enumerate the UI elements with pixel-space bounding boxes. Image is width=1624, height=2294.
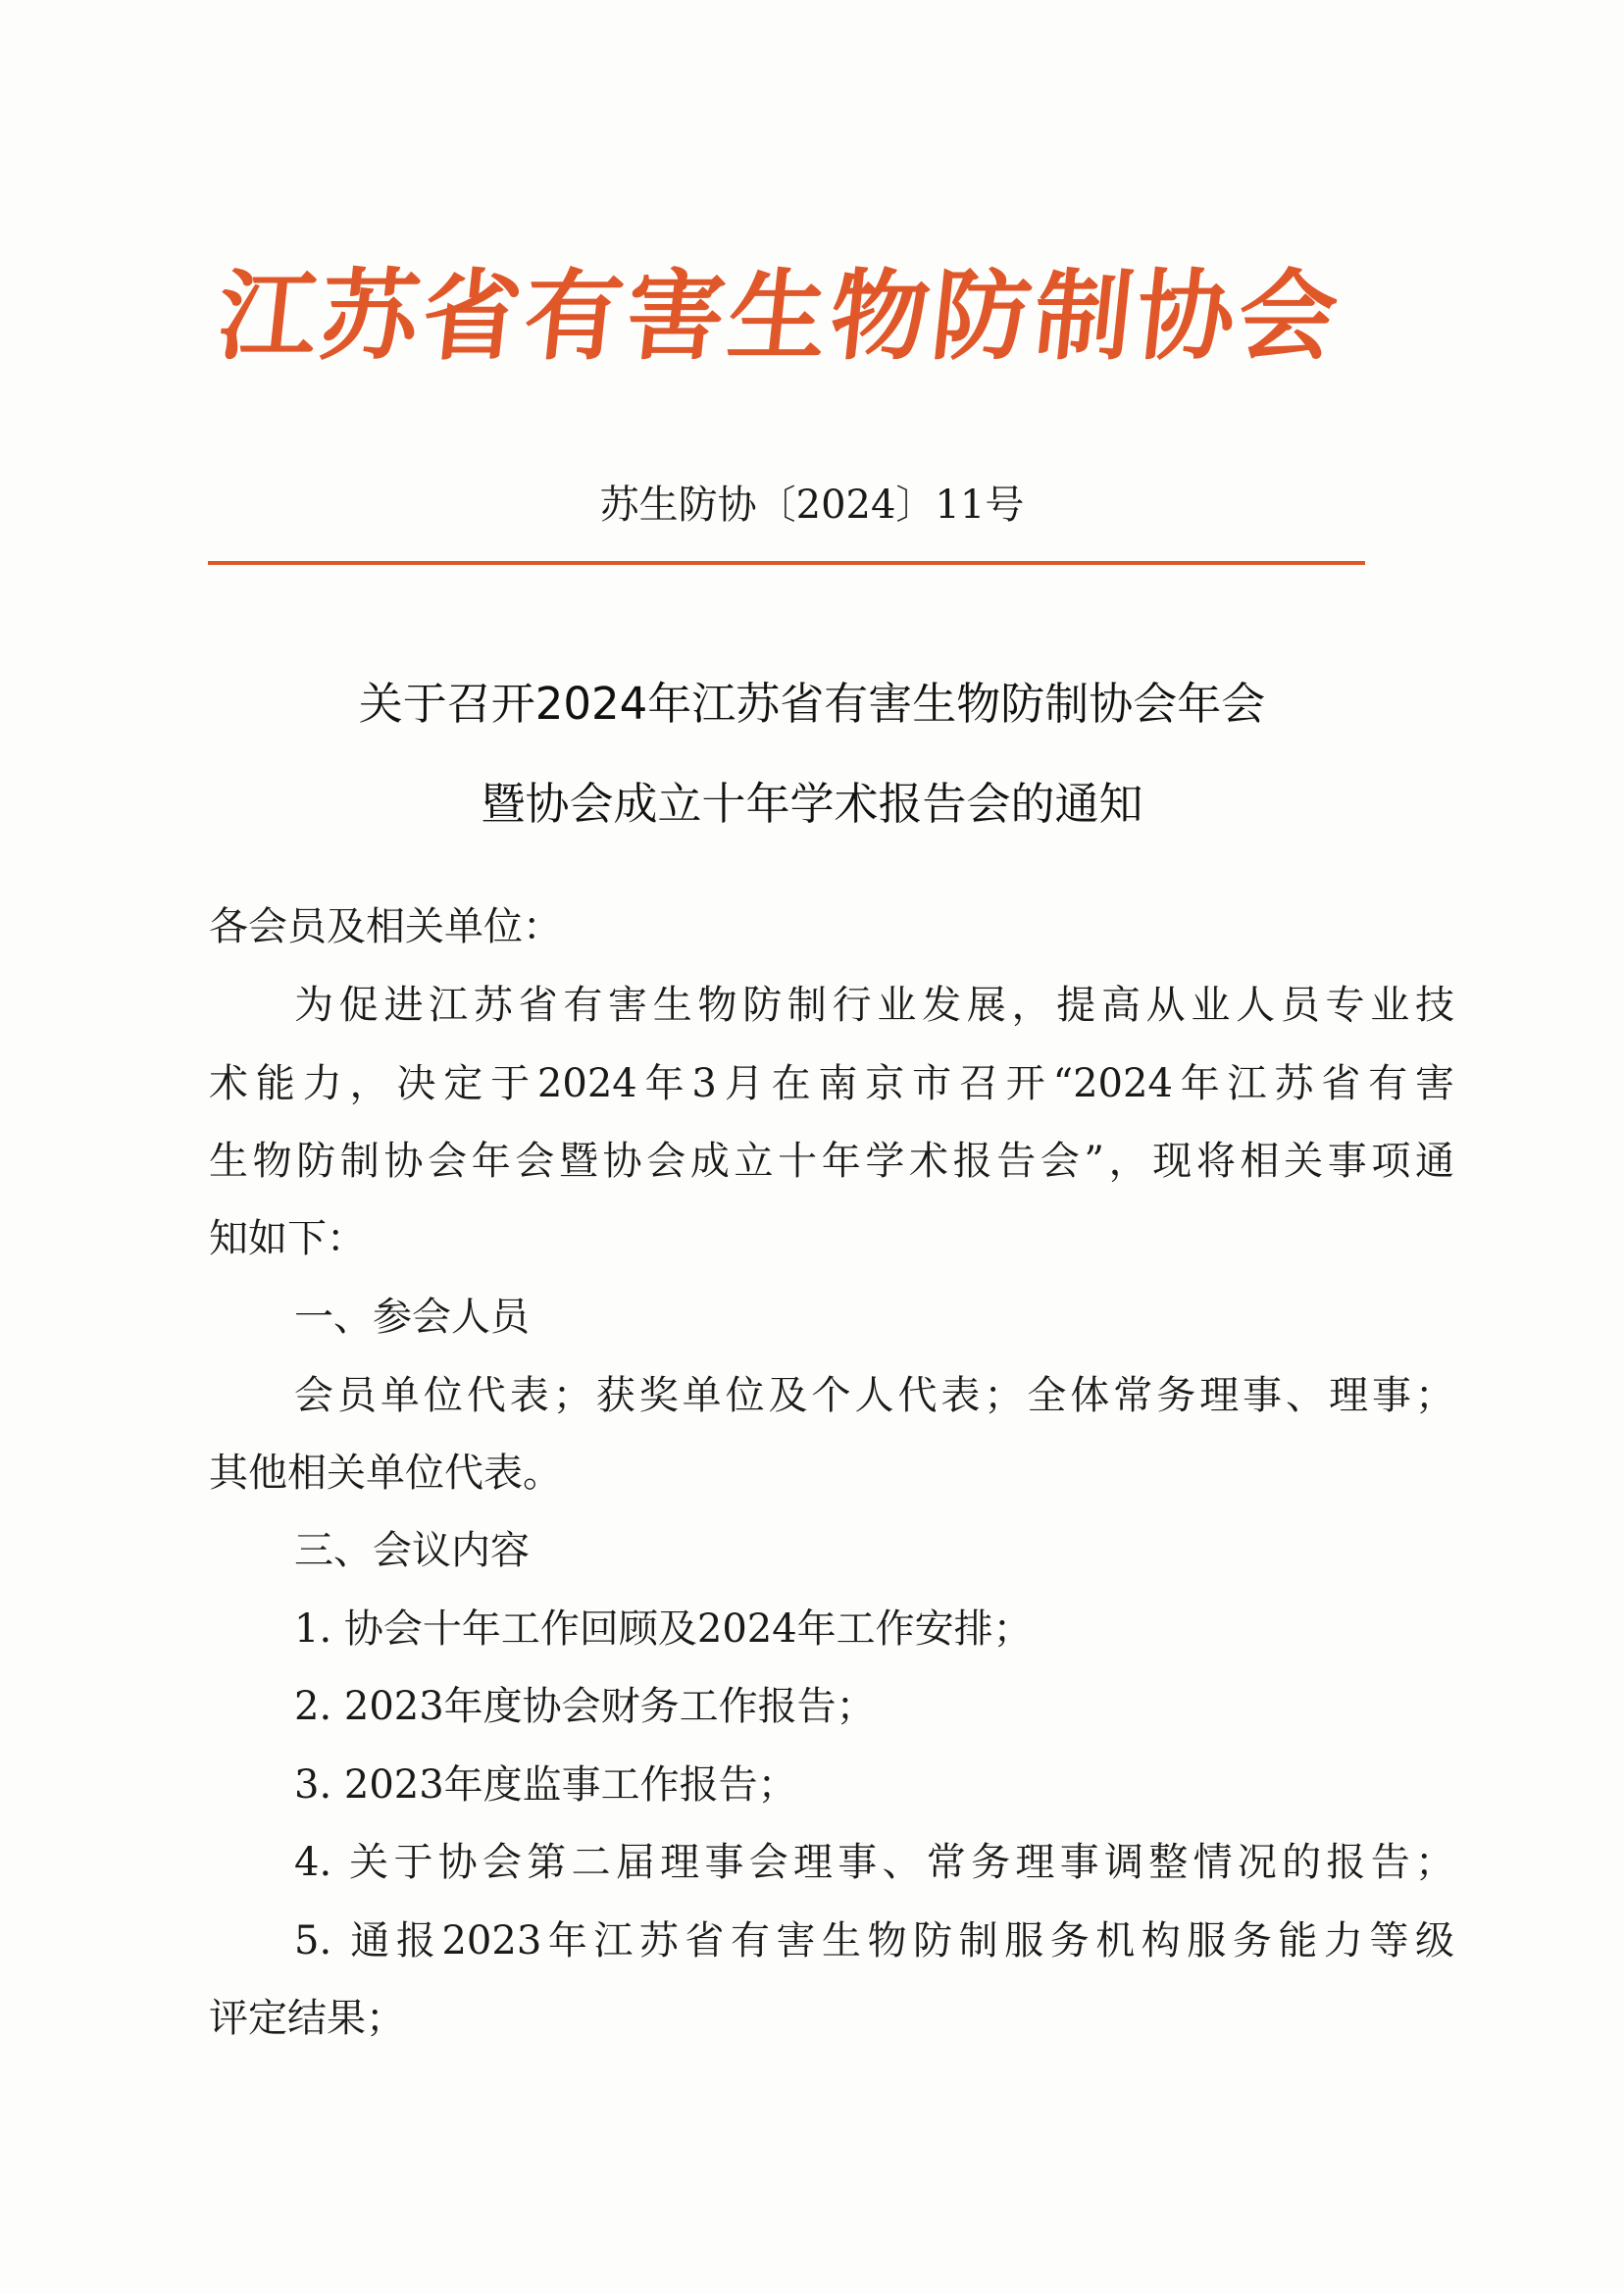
agenda-item-5: 5. 通报2023年江苏省有害生物防制服务机构服务能力等级 [294,1918,1454,1963]
intro-line-4: 知如下： [209,1216,366,1261]
agenda-item-3: 3. 2023年度监事工作报告； [294,1762,797,1808]
notice-title-line-2: 暨协会成立十年学术报告会的通知 [481,778,1143,830]
agenda-item-5-continuation: 评定结果； [209,1996,405,2041]
salutation: 各会员及相关单位： [209,904,562,949]
intro-line-3: 生物防制协会年会暨协会成立十年学术报告会”，现将相关事项通 [209,1139,1454,1184]
document-number: 苏生防协〔2024〕11号 [599,483,1025,528]
red-divider-rule [208,561,1365,565]
agenda-item-2: 2. 2023年度协会财务工作报告； [294,1684,876,1729]
section-1-line-1: 会员单位代表；获奖单位及个人代表；全体常务理事、理事； [294,1373,1454,1418]
section-1-line-2: 其他相关单位代表。 [209,1451,562,1496]
intro-line-2: 术能力，决定于2024年3月在南京市召开“2024年江苏省有害 [209,1061,1454,1106]
letterhead-org-name: 江苏省有害生物防制协会 [212,258,1347,374]
section-1-heading: 一、参会人员 [294,1295,530,1340]
agenda-item-4: 4. 关于协会第二届理事会理事、常务理事调整情况的报告； [294,1840,1454,1885]
agenda-item-1: 1. 协会十年工作回顾及2024年工作安排； [294,1606,1033,1652]
notice-title-line-1: 关于召开2024年江苏省有害生物防制协会年会 [358,678,1266,730]
intro-line-1: 为促进江苏省有害生物防制行业发展，提高从业人员专业技 [294,983,1454,1028]
section-3-heading: 三、会议内容 [294,1528,530,1573]
